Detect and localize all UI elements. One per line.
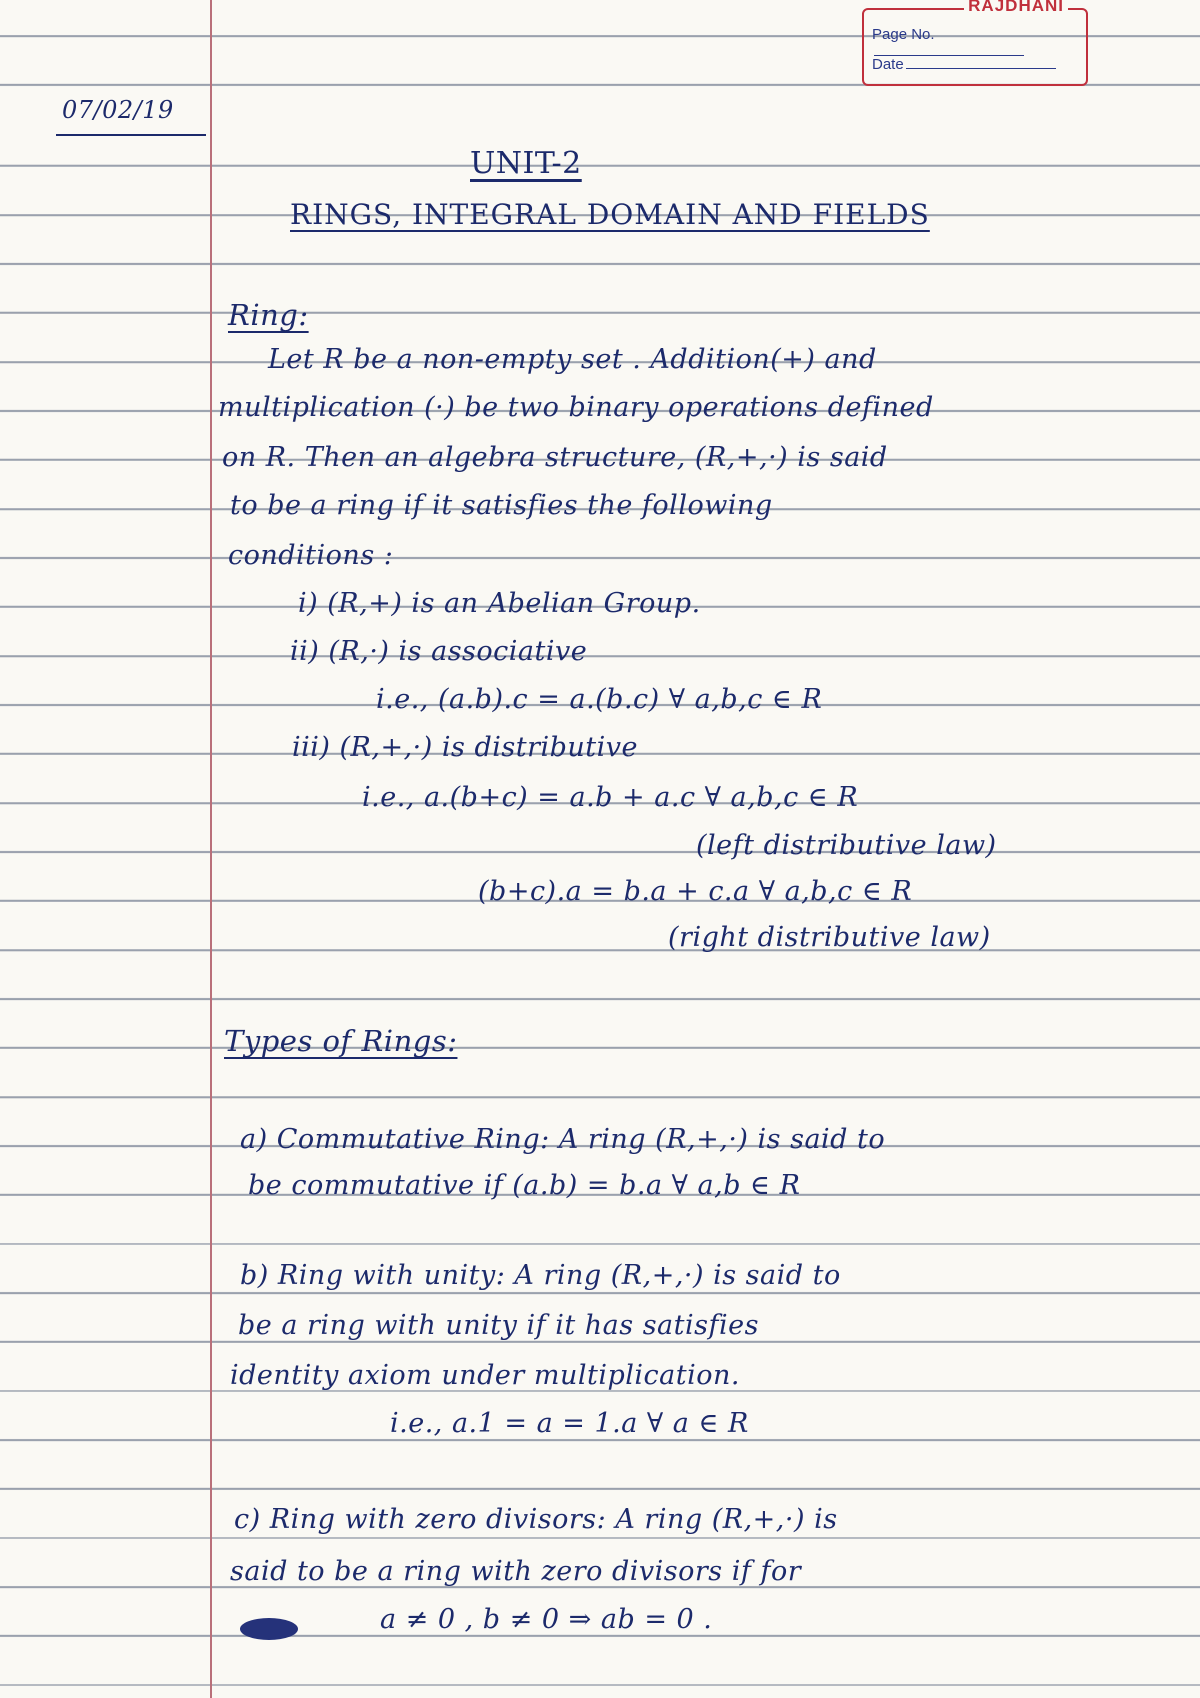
page-header-stamp <box>862 0 1088 86</box>
condition-line: i.e., a.(b+c) = a.b + a.c ∀ a,b,c ∈ R <box>362 782 859 813</box>
ring-def-line: conditions : <box>228 540 394 571</box>
type-c-line: a ≠ 0 , b ≠ 0 ⇒ ab = 0 . <box>380 1604 713 1635</box>
date-field: Date <box>872 56 1056 73</box>
type-b-line: b) Ring with unity: A ring (R,+,·) is said to <box>240 1260 841 1291</box>
page-no-field: Page No. <box>872 26 1086 60</box>
ring-heading: Ring: <box>228 298 309 332</box>
condition-line: (b+c).a = b.a + c.a ∀ a,b,c ∈ R <box>478 876 913 907</box>
page-title: UNIT-2 <box>470 146 582 181</box>
date-underline <box>56 134 206 136</box>
condition-line: i.e., (a.b).c = a.(b.c) ∀ a,b,c ∈ R <box>376 684 823 715</box>
type-b-line: i.e., a.1 = a = 1.a ∀ a ∈ R <box>390 1408 749 1439</box>
ring-def-line: multiplication (·) be two binary operations defined <box>218 392 934 423</box>
date-text: 07/02/19 <box>62 96 174 124</box>
margin-line <box>210 0 212 1698</box>
type-c-line: said to be a ring with zero divisors if for <box>230 1556 802 1587</box>
condition-line: ii) (R,·) is associative <box>290 636 588 667</box>
type-a-line: a) Commutative Ring: A ring (R,+,·) is said to <box>240 1124 886 1155</box>
ring-def-line: on R. Then an algebra structure, (R,+,·) is said <box>222 442 888 473</box>
type-b-line: be a ring with unity if it has satisfies <box>238 1310 759 1341</box>
condition-line: (right distributive law) <box>668 922 991 953</box>
condition-line: iii) (R,+,·) is distributive <box>292 732 639 763</box>
page-subtitle: RINGS, INTEGRAL DOMAIN AND FIELDS <box>290 198 930 231</box>
types-heading: Types of Rings: <box>224 1024 458 1058</box>
type-c-line: c) Ring with zero divisors: A ring (R,+,·) is <box>234 1504 838 1535</box>
ring-def-line: Let R be a non-empty set . Addition(+) and <box>268 344 877 375</box>
ink-scribble <box>240 1618 298 1640</box>
type-a-line: be commutative if (a.b) = b.a ∀ a,b ∈ R <box>248 1170 801 1201</box>
brand-name: RAJDHANI <box>964 0 1068 16</box>
condition-line: (left distributive law) <box>696 830 997 861</box>
ring-def-line: to be a ring if it satisfies the following <box>230 490 773 521</box>
condition-line: i) (R,+) is an Abelian Group. <box>298 588 701 619</box>
type-b-line: identity axiom under multiplication. <box>230 1360 740 1391</box>
